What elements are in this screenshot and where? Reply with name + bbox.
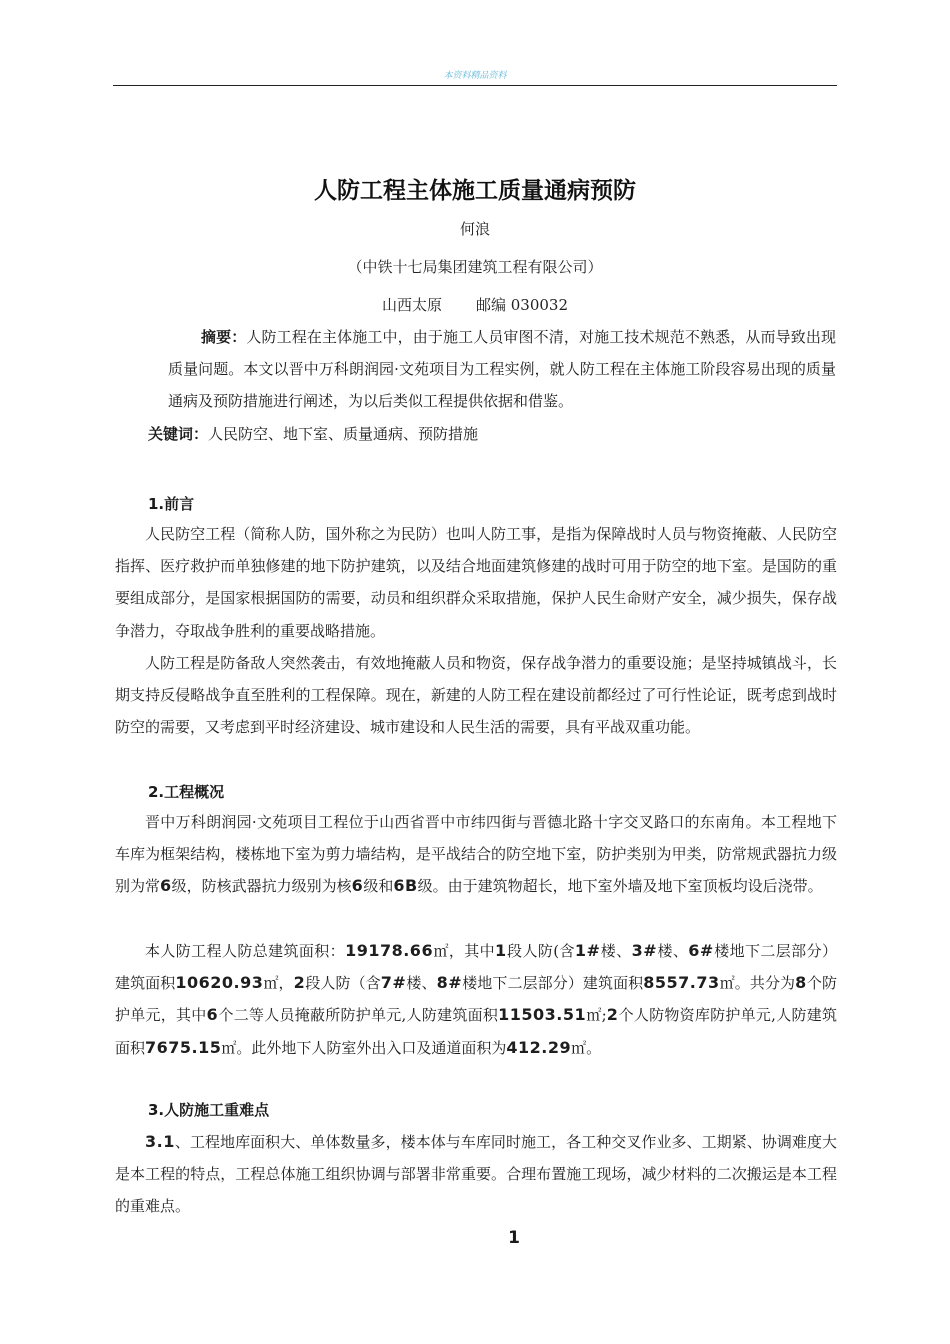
text-run: 个人防物资库防护单元,人防建筑面积 — [115, 1006, 837, 1057]
text-run: ㎡。此外地下人防室外出入口及通道面积为 — [221, 1038, 507, 1057]
number-run: 6 — [160, 876, 172, 896]
text-run: ㎡，其中 — [433, 942, 496, 960]
number-run: 7675.15 — [145, 1037, 222, 1057]
text-run: 段人防(含 — [506, 942, 575, 960]
number-run: 8# — [436, 973, 463, 993]
number-run: 412.29 — [506, 1037, 572, 1057]
number-run: 11503.51 — [498, 1005, 587, 1025]
text-run: ㎡。 — [571, 1038, 602, 1057]
keywords-label: 关键词： — [148, 425, 209, 443]
location-postcode: 邮编 030032 — [475, 296, 569, 314]
text-run: 个防护单元，其中 — [115, 974, 837, 1025]
text-run: 级，防核武器抗力级别为核 — [171, 877, 352, 896]
text-run: 楼、 — [406, 974, 437, 993]
header-rule — [113, 85, 837, 86]
number-run: 2 — [293, 973, 306, 993]
difficulties-paragraph-1 — [115, 1126, 837, 1223]
number-run: 6# — [688, 941, 714, 960]
text-run: ㎡; — [586, 1006, 607, 1025]
text-run: 楼、 — [600, 942, 632, 960]
page-number: 1 — [508, 1228, 520, 1248]
number-run: 8557.73 — [643, 973, 720, 993]
number-run: 10620.93 — [175, 973, 264, 993]
abstract-text: 人防工程在主体施工中，由于施工人员审图不清，对施工技术规范不熟悉，从而导致出现质量问题。本文以晋中万科朗润园·文苑项目为工程实例，就人防工程在主体施工阶段容易出现的质量通病及预防措施进行阐述，为以后类似工程提供依据和借鉴。 — [168, 328, 836, 411]
text-run: 楼地下二层部分）建筑面积 — [462, 974, 644, 993]
text-run: 段人防（含 — [305, 974, 381, 993]
number-run: 3.1 — [145, 1132, 175, 1151]
keywords-text: 人民防空、地下室、质量通病、预防措施 — [208, 425, 479, 443]
number-run: 3# — [631, 941, 658, 960]
text-run: 楼、 — [657, 942, 689, 960]
intro-paragraph-1: 人民防空工程（简称人防，国外称之为民防）也叫人防工事，是指为保障战时人员与物资掩蔽、人民防空指挥、医疗救护而单独修建的地下防护建筑，以及结合地面建筑修建的战时可用于防空的地下室。是国防的重要组成部分，是国家根据国防的需要，动员和组织群众采取措施，保护人民生命财产安全，减少损失，保存战争潜力，夺取战争胜利的重要战略措施。 — [115, 525, 837, 640]
text-run: 级。由于建筑物超长，地下室外墙及地下室顶板均设后浇带。 — [417, 877, 823, 896]
text-run: ㎡。共分为 — [719, 974, 796, 993]
intro-paragraph-2: 人防工程是防备敌人突然袭击，有效地掩蔽人员和物资，保存战争潜力的重要设施；是坚持城镇战斗，长期支持反侵略战争直至胜利的工程保障。现在，新建的人防工程在建设前都经过了可行性论证，既考虑到战时防空的需要，又考虑到平时经济建设、城市建设和人民生活的需要，具有平战双重功能。 — [115, 654, 837, 737]
text-run: 级和 — [363, 877, 394, 896]
section-heading-difficulties: 3.人防施工重难点 — [148, 1101, 270, 1119]
text-run: 个二等人员掩蔽所防护单元,人防建筑面积 — [218, 1006, 499, 1025]
number-run: 6 — [206, 1005, 219, 1025]
keywords — [148, 418, 478, 450]
number-run: 19178.66 — [345, 941, 434, 960]
location-city: 山西太原 — [381, 296, 442, 314]
author-location — [0, 294, 950, 315]
abstract-label: 摘要： — [201, 328, 247, 346]
text-run: 晋中万科朗润园·文苑项目工程位于山西省晋中市纬四街与晋德北路十字交叉路口的东南角。本工程地下车库为框架结构，楼栋地下室为剪力墙结构，是平战结合的防空地下室，防护类别为甲类，防常规武器抗力级别为常 — [115, 813, 837, 896]
number-run: 6 — [351, 876, 364, 896]
text-run: 、工程地库面积大、单体数量多，楼本体与车库同时施工，各工种交叉作业多、工期紧、协调难度大是本工程的特点，工程总体施工组织协调与部署非常重要。合理布置施工现场，减少材料的二次搬运是本工程的重难点。 — [115, 1133, 837, 1216]
number-run: 6B — [393, 876, 418, 896]
number-run: 8 — [795, 973, 807, 993]
section-heading-overview: 2.工程概况 — [148, 783, 225, 801]
paper-title: 人防工程主体施工质量通病预防 — [314, 178, 636, 204]
number-run: 1 — [495, 941, 507, 960]
author-name: 何浪 — [459, 220, 490, 238]
overview-paragraph-1 — [115, 806, 837, 903]
text-run: 楼地下二层部分）建筑面积 — [115, 942, 837, 993]
number-run: 2 — [606, 1005, 619, 1025]
author-organization: （中铁十七局集团建筑工程有限公司） — [347, 258, 603, 276]
text-run: ㎡， — [263, 974, 294, 993]
overview-paragraph-2 — [115, 935, 837, 1064]
abstract — [168, 321, 836, 418]
number-run: 7# — [380, 973, 407, 993]
header-watermark: 本资料精品资料 — [443, 71, 507, 81]
number-run: 1# — [574, 941, 601, 960]
section-heading-intro: 1.前言 — [148, 495, 195, 513]
text-run: 本人防工程人防总建筑面积： — [145, 942, 346, 960]
